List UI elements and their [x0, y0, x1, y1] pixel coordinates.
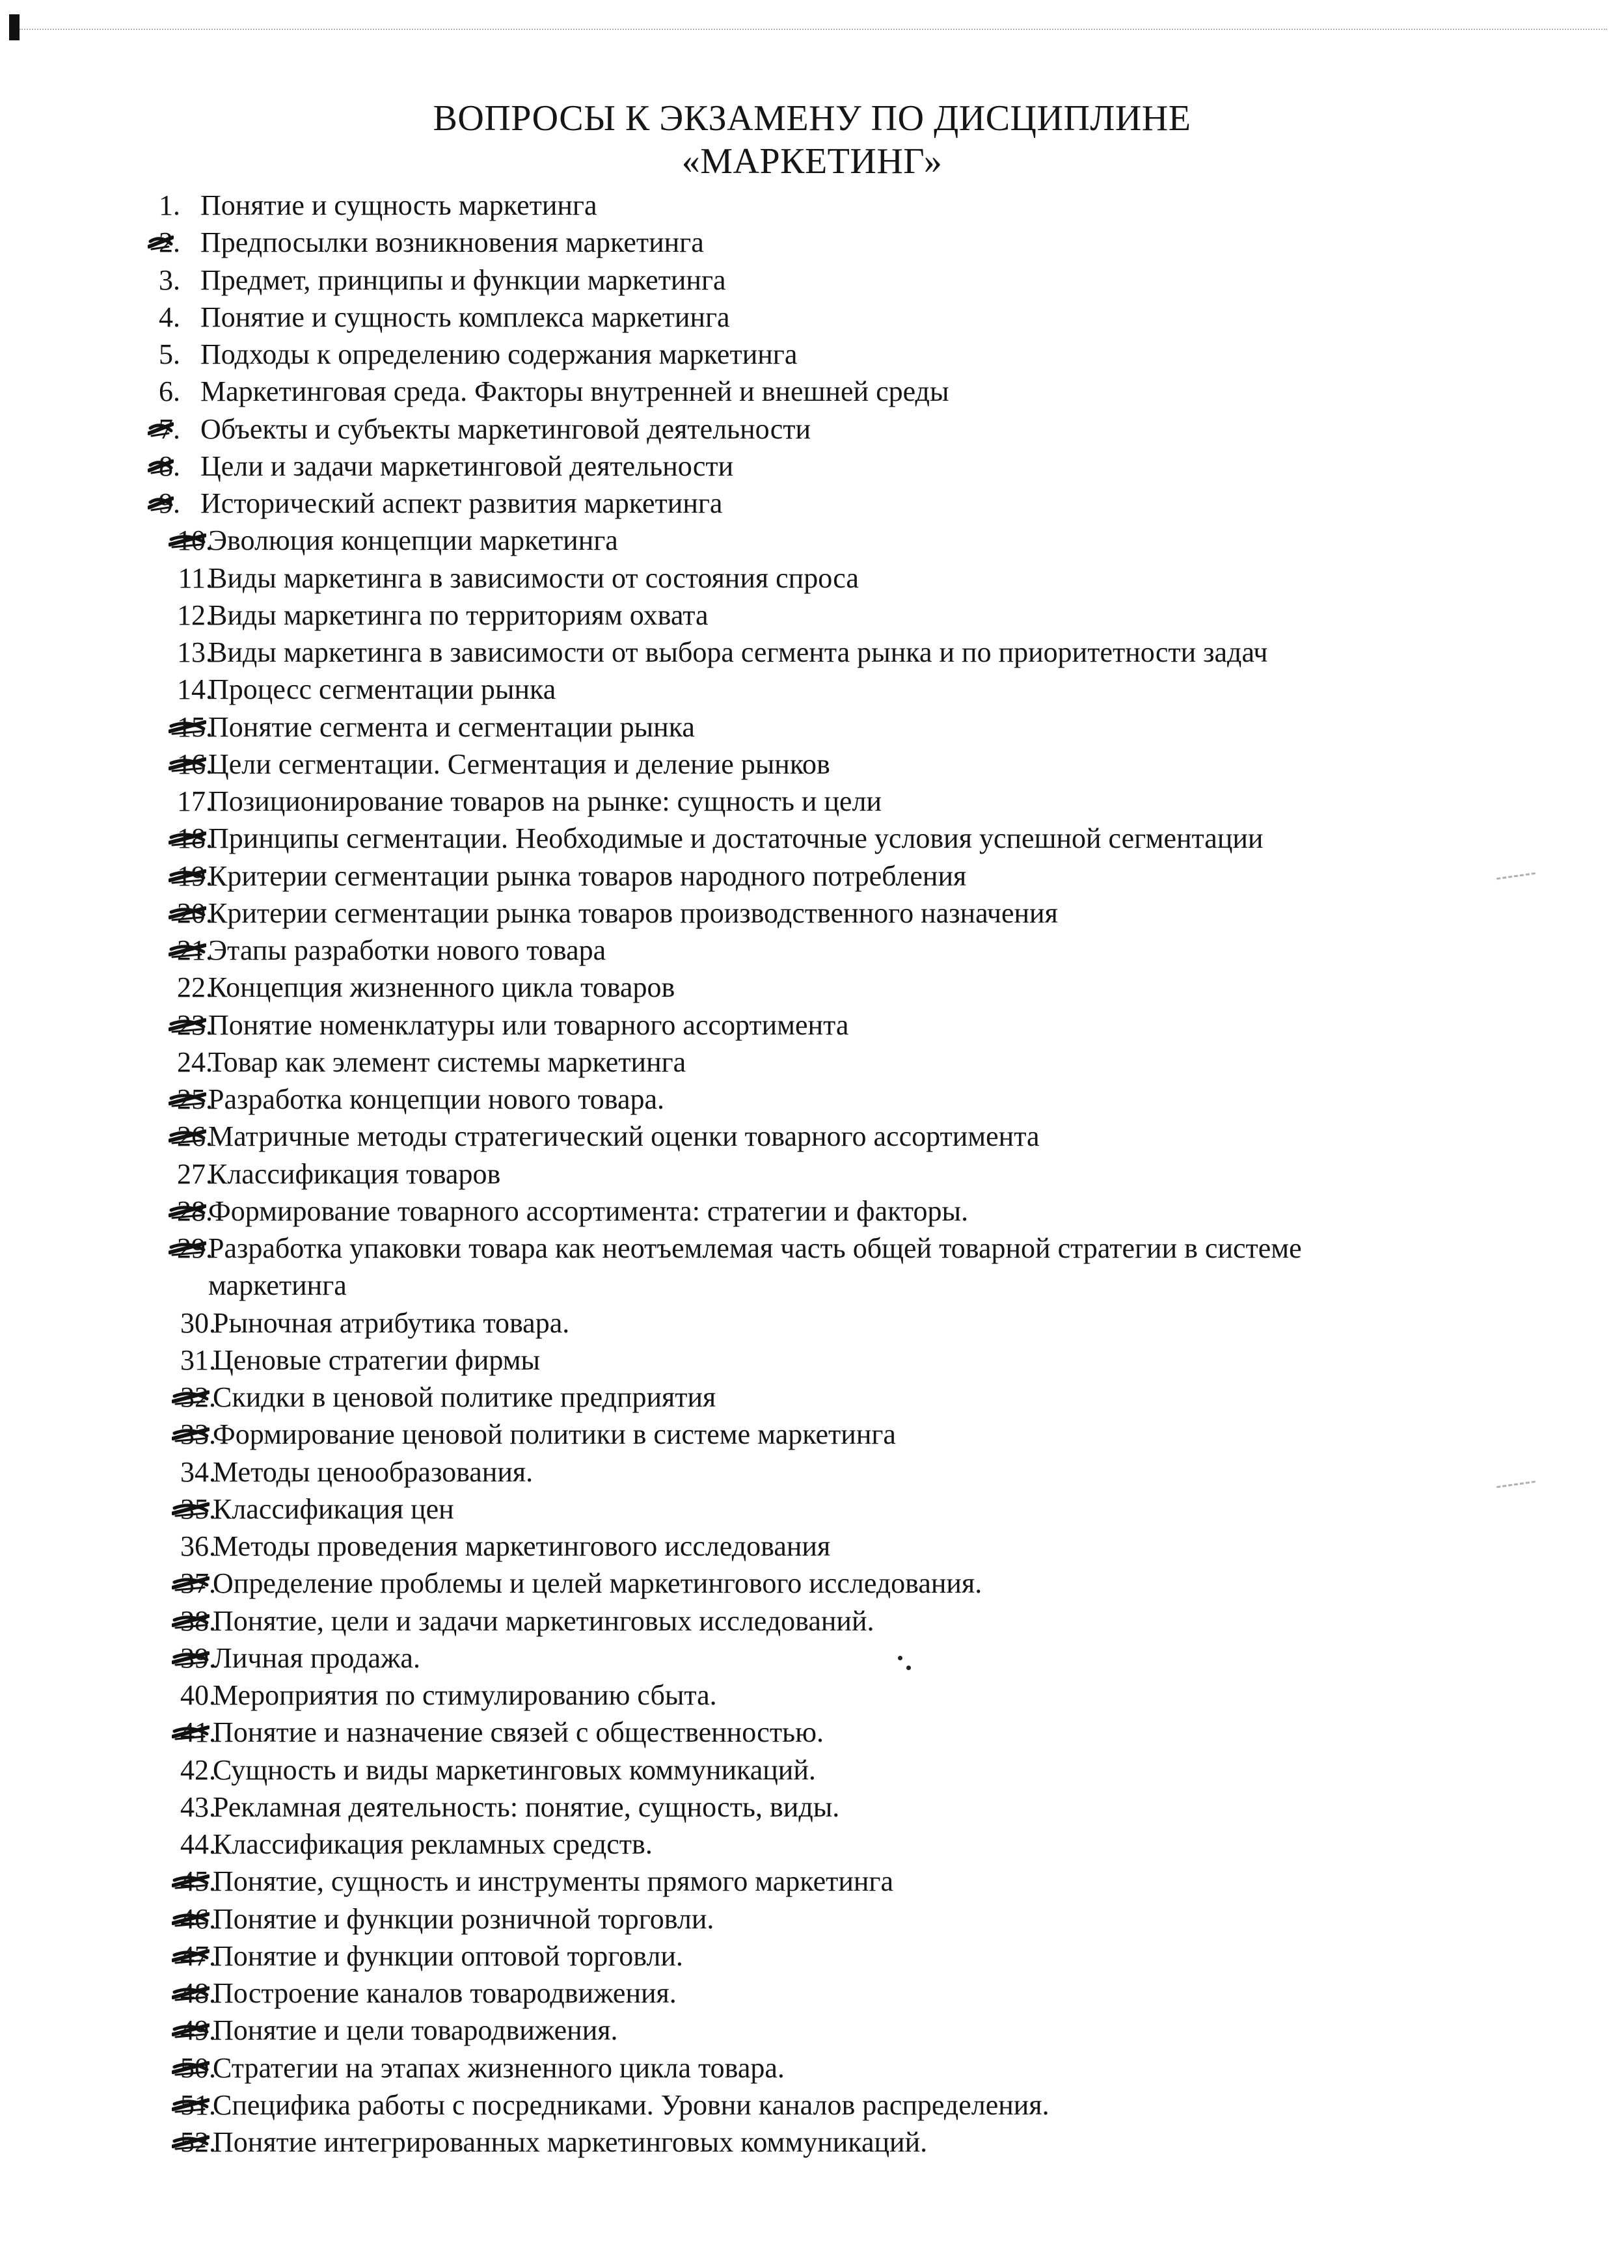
question-number: 32.	[180, 1381, 216, 1413]
question-text: Матричные методы стратегический оценки товарного ассортимента	[208, 1120, 1040, 1153]
question-text: Ценовые стратегии фирмы	[213, 1343, 541, 1376]
question-text: Исторический аспект развития маркетинга	[200, 487, 723, 519]
question-item	[0, 1826, 1624, 1863]
question-text: Товар как элемент системы маркетинга	[208, 1046, 686, 1078]
handwritten-strike-mark	[169, 940, 206, 960]
question-text: Понятие и функции розничной торговли.	[213, 1902, 714, 1935]
question-text: Построение каналов товародвижения.	[213, 1977, 677, 2009]
questions-list	[0, 187, 1624, 2161]
scan-edge-mark	[9, 14, 20, 40]
question-item	[0, 1193, 1624, 1230]
question-item	[0, 1863, 1624, 1900]
question-item	[0, 783, 1624, 820]
question-text: Объекты и субъекты маркетинговой деятельности	[200, 412, 811, 445]
handwritten-strike-mark	[148, 232, 174, 252]
question-number: 31.	[180, 1343, 216, 1376]
question-number: 40.	[180, 1679, 216, 1711]
handwritten-strike-mark	[172, 1424, 210, 1444]
handwritten-strike-mark	[148, 493, 174, 513]
question-item	[0, 2012, 1624, 2049]
question-number: 34.	[180, 1455, 216, 1488]
handwritten-strike-mark	[172, 1648, 210, 1667]
question-item	[0, 1751, 1624, 1789]
question-number: 24.	[177, 1046, 213, 1078]
question-number: 46.	[180, 1902, 216, 1935]
question-number: 30.	[180, 1306, 216, 1339]
question-text: Понятие, сущность и инструменты прямого маркетинга	[213, 1865, 894, 1898]
question-text: Классификация цен	[213, 1492, 454, 1525]
handwritten-strike-mark	[169, 903, 206, 923]
question-text: Предмет, принципы и функции маркетинга	[200, 263, 726, 296]
question-text: Сущность и виды маркетинговых коммуникаций.	[213, 1753, 816, 1786]
question-text: Понятие и цели товародвижения.	[213, 2014, 618, 2047]
question-number: 52.	[180, 2126, 216, 2158]
question-item	[0, 1975, 1624, 2012]
question-item	[0, 1789, 1624, 1826]
question-item	[0, 1937, 1624, 1975]
handwritten-strike-mark	[172, 2095, 210, 2114]
question-item	[0, 1714, 1624, 1751]
question-number: 28.	[177, 1195, 213, 1227]
document-subtitle: «МАРКЕТИНГ»	[681, 141, 943, 182]
question-text: Маркетинговая среда. Факторы внутренней и внешней среды	[200, 375, 949, 408]
handwritten-strike-mark	[172, 2020, 210, 2040]
question-number: 26.	[177, 1120, 213, 1153]
question-text: Мероприятия по стимулированию сбыта.	[213, 1679, 717, 1711]
handwritten-strike-mark	[169, 530, 206, 550]
question-item	[0, 1453, 1624, 1491]
question-text: Специфика работы с посредниками. Уровни каналов распределения.	[213, 2088, 1049, 2121]
question-item	[0, 709, 1624, 746]
handwritten-strike-mark	[169, 754, 206, 774]
question-item	[0, 1565, 1624, 1602]
question-text: Скидки в ценовой политике предприятия	[213, 1381, 716, 1413]
question-text: Виды маркетинга по территориям охвата	[208, 599, 709, 631]
question-number: 36.	[180, 1530, 216, 1562]
handwritten-strike-mark	[172, 1499, 210, 1519]
question-number: 37.	[180, 1567, 216, 1600]
document-title: ВОПРОСЫ К ЭКЗАМЕНУ ПО ДИСЦИПЛИНЕ	[433, 98, 1191, 139]
question-text: Формирование товарного ассортимента: стратегии и факторы.	[208, 1195, 969, 1227]
question-item	[0, 299, 1624, 336]
question-text: Виды маркетинга в зависимости от состояния спроса	[208, 561, 859, 594]
question-number: 16.	[177, 748, 213, 780]
question-number: 38.	[180, 1604, 216, 1637]
question-item	[0, 1155, 1624, 1193]
question-item	[0, 1528, 1624, 1565]
question-item	[0, 373, 1624, 410]
question-text: Понятие интегрированных маркетинговых коммуникаций.	[213, 2126, 928, 2158]
question-item	[0, 969, 1624, 1006]
question-number: 50.	[180, 2051, 216, 2084]
question-number: 13.	[177, 636, 213, 668]
handwritten-strike-mark	[169, 1238, 206, 1258]
question-text: Понятие и функции оптовой торговли.	[213, 1939, 683, 1972]
question-text: Понятие номенклатуры или товарного ассортимента	[208, 1008, 849, 1041]
question-text: Классификация рекламных средств.	[213, 1828, 653, 1860]
question-number: 33.	[180, 1418, 216, 1451]
question-item	[0, 1677, 1624, 1714]
question-number: 18.	[177, 822, 213, 855]
scan-top-line	[20, 29, 1607, 30]
question-item	[0, 634, 1624, 671]
question-number: 49.	[180, 2014, 216, 2047]
question-item	[0, 1230, 1624, 1267]
question-text: Определение проблемы и целей маркетингового исследования.	[213, 1567, 982, 1600]
question-number: 47.	[180, 1939, 216, 1972]
question-text: Позиционирование товаров на рынке: сущность и цели	[208, 785, 882, 817]
question-text: Понятие и назначение связей с общественностью.	[213, 1716, 824, 1749]
question-number: 23.	[177, 1008, 213, 1041]
question-text: Понятие сегмента и сегментации рынка	[208, 710, 695, 743]
question-number: 17.	[177, 785, 213, 817]
question-number: 44.	[180, 1828, 216, 1860]
question-item	[0, 187, 1624, 224]
question-number: 12.	[177, 599, 213, 631]
question-text: Критерии сегментации рынка товаров народного потребления	[208, 859, 967, 892]
question-number: 27.	[177, 1157, 213, 1190]
question-text: Рекламная деятельность: понятие, сущность, виды.	[213, 1790, 840, 1823]
handwritten-strike-mark	[169, 1126, 206, 1146]
question-text: Критерии сегментации рынка товаров производственного назначения	[208, 897, 1058, 929]
handwritten-strike-mark	[172, 1611, 210, 1630]
question-item	[0, 1044, 1624, 1081]
question-item	[0, 262, 1624, 299]
question-number: 11.	[178, 561, 213, 594]
question-text: Цели и задачи маркетинговой деятельности	[200, 450, 734, 482]
question-item	[0, 671, 1624, 708]
question-text: Понятие и сущность маркетинга	[200, 189, 597, 221]
question-item	[0, 895, 1624, 932]
question-number: 5.	[159, 338, 180, 370]
question-item	[0, 485, 1624, 522]
question-item	[0, 746, 1624, 783]
handwritten-strike-mark	[169, 1089, 206, 1109]
question-number: 9.	[159, 487, 180, 519]
handwritten-strike-mark	[169, 866, 206, 885]
handwritten-strike-mark	[169, 1201, 206, 1221]
question-text: Принципы сегментации. Необходимые и достаточные условия успешной сегментации	[208, 822, 1264, 855]
question-text: Методы проведения маркетингового исследования	[213, 1530, 831, 1562]
question-text: Подходы к определению содержания маркетинга	[200, 338, 798, 370]
handwritten-strike-mark	[169, 717, 206, 736]
question-number: 3.	[159, 263, 180, 296]
question-text: Личная продажа.	[213, 1641, 420, 1674]
handwritten-strike-mark	[169, 828, 206, 848]
question-text: Стратегии на этапах жизненного цикла товара.	[213, 2051, 785, 2084]
handwritten-strike-mark	[172, 2132, 210, 2152]
question-number: 20.	[177, 897, 213, 929]
question-text: Виды маркетинга в зависимости от выбора сегмента рынка и по приоритетности задач	[208, 636, 1268, 668]
question-item	[0, 1491, 1624, 1528]
question-text: Предпосылки возникновения маркетинга	[200, 226, 704, 259]
question-number: 25.	[177, 1083, 213, 1115]
handwritten-strike-mark	[172, 1573, 210, 1593]
question-number: 29.	[177, 1232, 213, 1264]
question-item	[0, 1379, 1624, 1416]
question-item	[0, 1416, 1624, 1453]
handwritten-strike-mark	[172, 1722, 210, 1742]
question-item	[0, 932, 1624, 969]
question-item	[0, 522, 1624, 559]
question-text-continuation: маркетинга	[208, 1269, 347, 1302]
handwritten-strike-mark	[172, 1387, 210, 1407]
question-item	[0, 1342, 1624, 1379]
question-number: 45.	[180, 1865, 216, 1898]
question-text: Классификация товаров	[208, 1157, 501, 1190]
question-item	[0, 597, 1624, 634]
question-item	[0, 2124, 1624, 2161]
question-item	[0, 2086, 1624, 2124]
question-text: Рыночная атрибутика товара.	[213, 1306, 570, 1339]
question-number: 48.	[180, 1977, 216, 2009]
question-item	[0, 1006, 1624, 1044]
question-item-continuation	[0, 1267, 1624, 1304]
handwritten-strike-mark	[172, 1909, 210, 1928]
question-number: 43.	[180, 1790, 216, 1823]
handwritten-strike-mark	[172, 1871, 210, 1891]
question-text: Эволюция концепции маркетинга	[208, 524, 618, 557]
question-item	[0, 336, 1624, 373]
question-item	[0, 1118, 1624, 1155]
question-item	[0, 560, 1624, 597]
handwritten-strike-mark	[148, 419, 174, 439]
question-text: Методы ценообразования.	[213, 1455, 534, 1488]
handwritten-strike-mark	[172, 1946, 210, 1965]
question-number: 39.	[180, 1641, 216, 1674]
question-number: 42.	[180, 1753, 216, 1786]
question-text: Понятие и сущность комплекса маркетинга	[200, 301, 730, 333]
question-number: 41.	[180, 1716, 216, 1749]
question-number: 7.	[159, 412, 180, 445]
question-text: Разработка упаковки товара как неотъемлемая часть общей товарной стратегии в системе	[208, 1232, 1302, 1264]
handwritten-strike-mark	[172, 1983, 210, 2003]
question-number: 8.	[159, 450, 180, 482]
question-number: 35.	[180, 1492, 216, 1525]
question-number: 21.	[177, 934, 213, 966]
question-item	[0, 224, 1624, 261]
question-text: Этапы разработки нового товара	[208, 934, 606, 966]
question-text: Процесс сегментации рынка	[208, 673, 556, 706]
handwritten-strike-mark	[169, 1015, 206, 1034]
question-number: 14.	[177, 673, 213, 706]
handwritten-strike-mark	[148, 456, 174, 476]
question-item	[0, 1640, 1624, 1677]
question-text: Формирование ценовой политики в системе маркетинга	[213, 1418, 896, 1451]
question-item	[0, 411, 1624, 448]
question-number: 10.	[177, 524, 213, 557]
question-item	[0, 1081, 1624, 1118]
question-item	[0, 1602, 1624, 1640]
question-text: Концепция жизненного цикла товаров	[208, 971, 675, 1004]
question-item	[0, 1304, 1624, 1342]
question-number: 2.	[159, 226, 180, 259]
question-item	[0, 1900, 1624, 1937]
question-number: 15.	[177, 710, 213, 743]
question-number: 1.	[159, 189, 180, 221]
question-number: 22.	[177, 971, 213, 1004]
question-item	[0, 820, 1624, 857]
question-number: 6.	[159, 375, 180, 408]
handwritten-strike-mark	[172, 2058, 210, 2077]
question-text: Цели сегментации. Сегментация и деление рынков	[208, 748, 830, 780]
question-item	[0, 2049, 1624, 2086]
question-text: Разработка концепции нового товара.	[208, 1083, 665, 1115]
question-number: 19.	[177, 859, 213, 892]
question-number: 4.	[159, 301, 180, 333]
question-item	[0, 448, 1624, 485]
question-number: 51.	[180, 2088, 216, 2121]
question-item	[0, 857, 1624, 895]
question-text: Понятие, цели и задачи маркетинговых исследований.	[213, 1604, 874, 1637]
